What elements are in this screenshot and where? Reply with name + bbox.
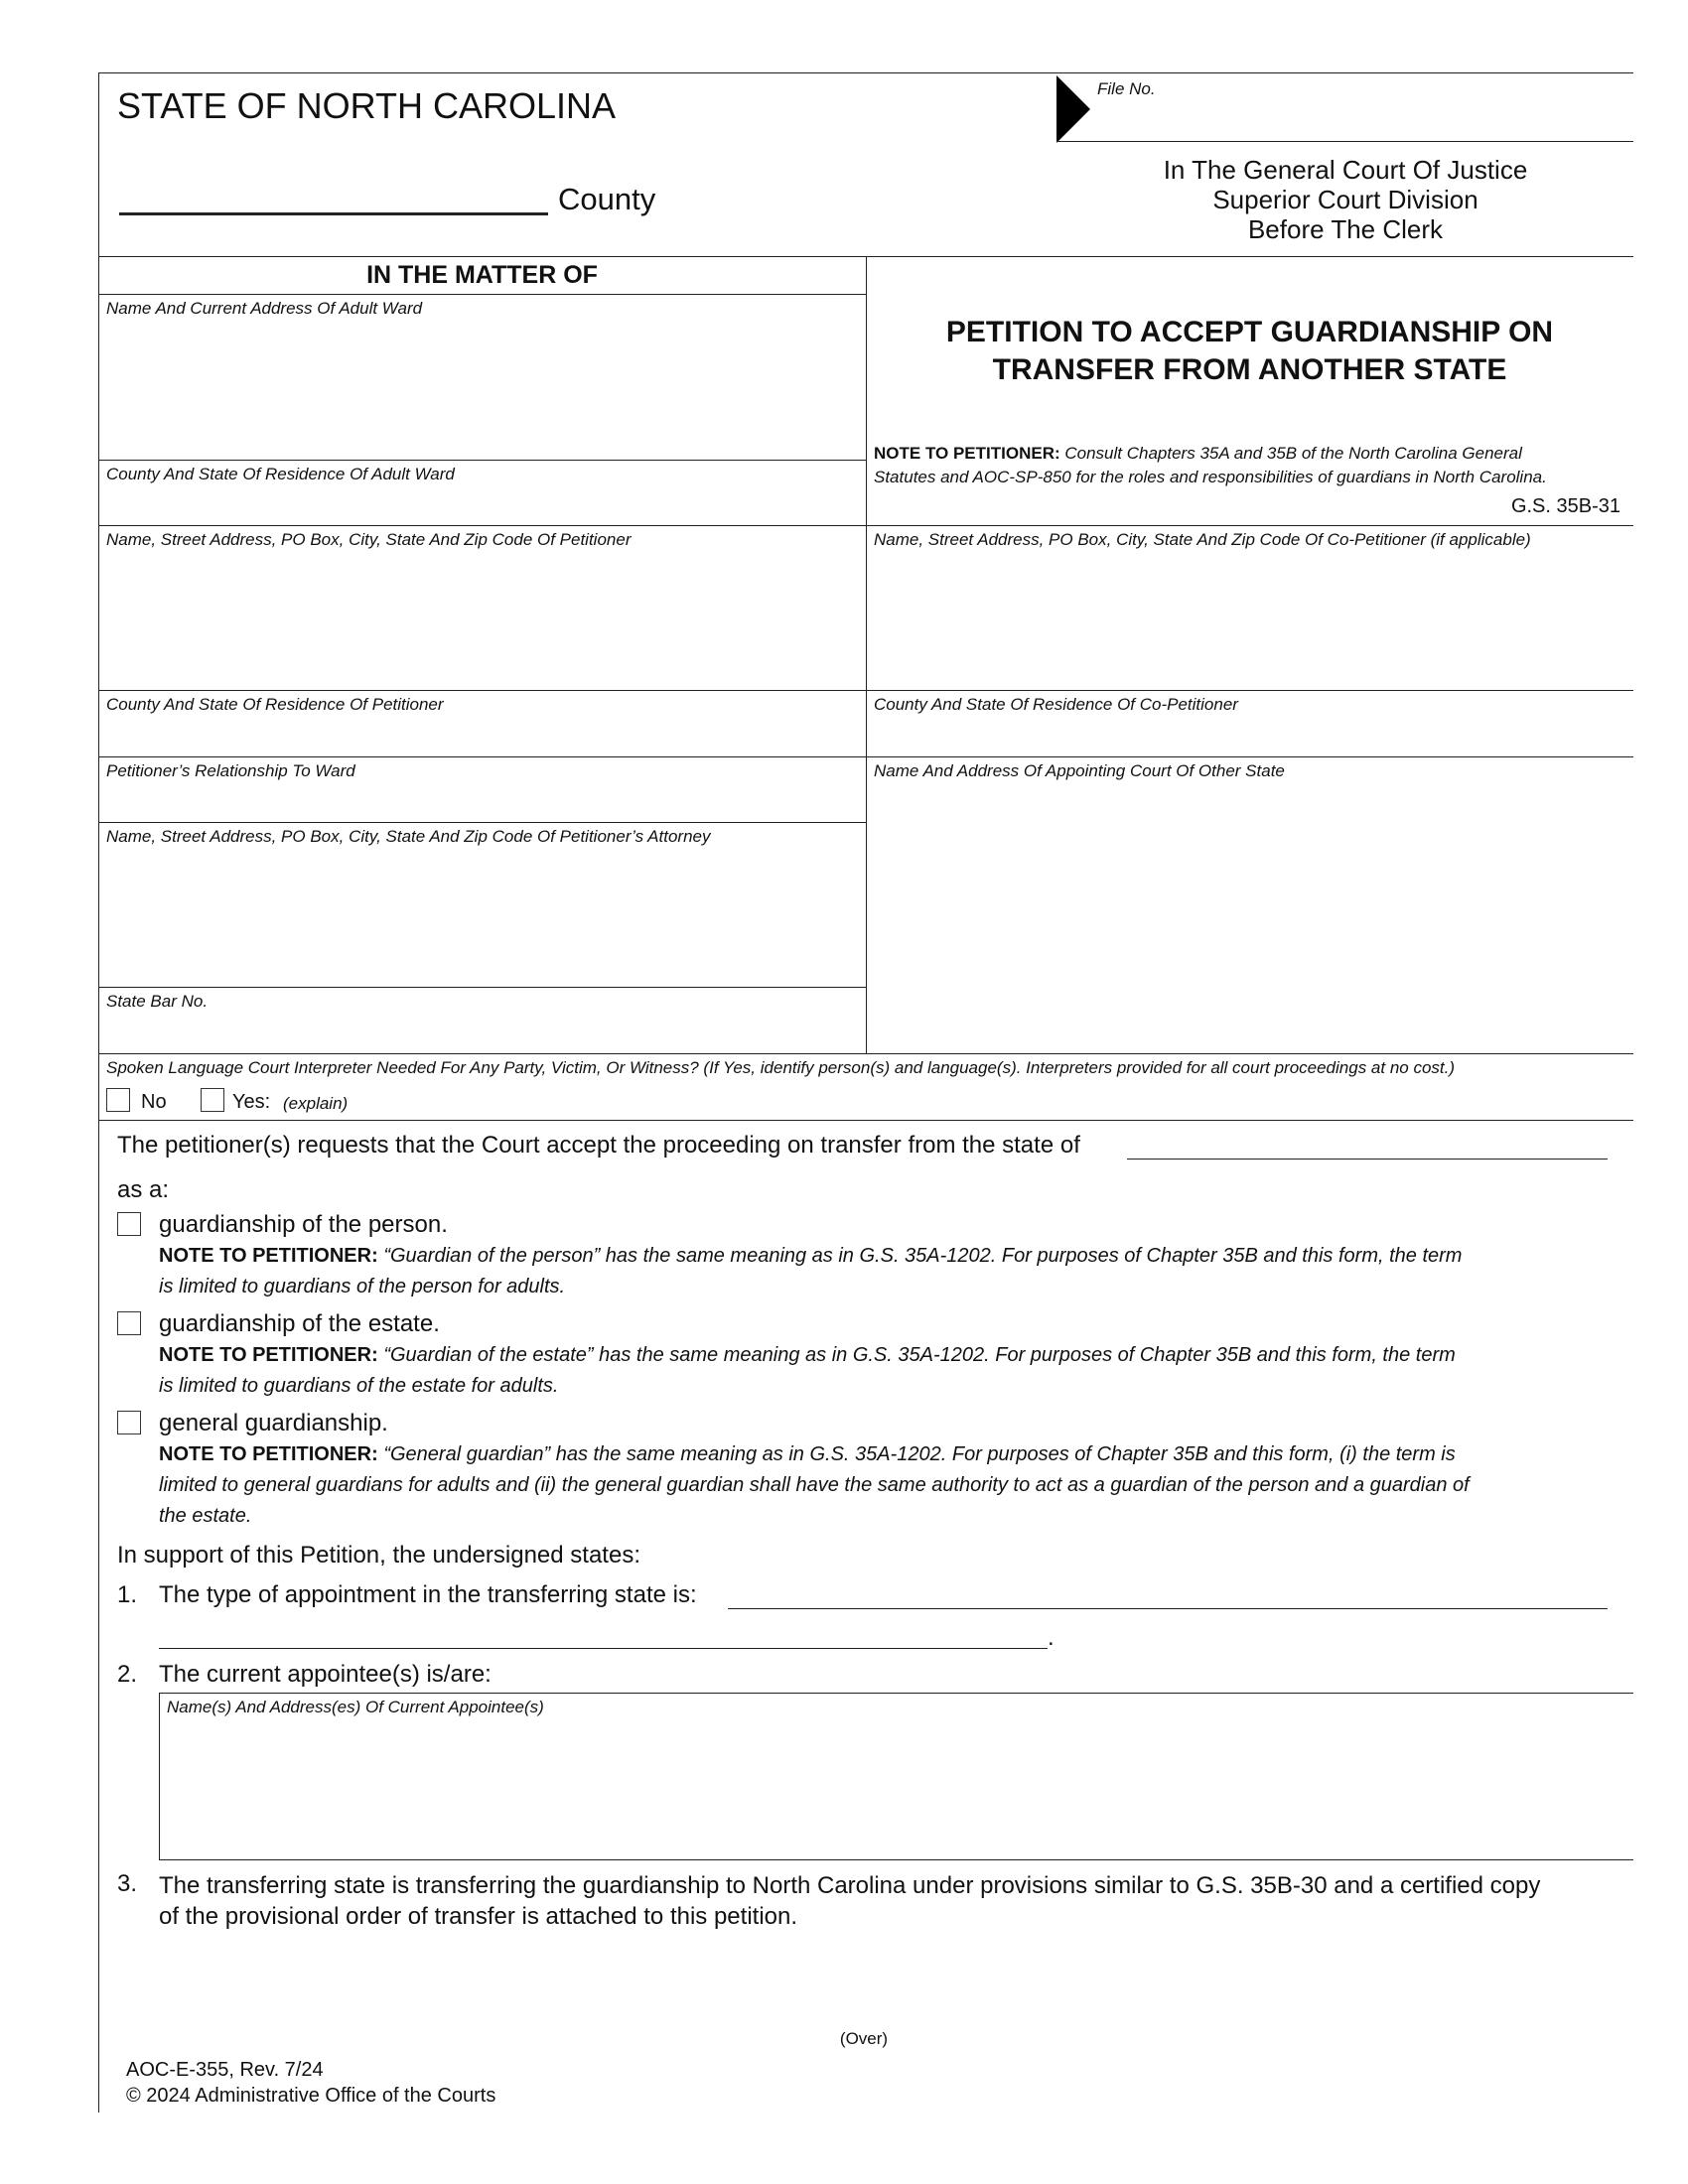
form-id: AOC-E-355, Rev. 7/24 (126, 2059, 324, 2081)
appointee-label: Name(s) And Address(es) Of Current Appointee(s) (167, 1698, 544, 1716)
guardian-person-note (159, 1241, 1462, 1302)
ward-county-input[interactable] (106, 490, 860, 522)
general-guardian-note-line-3: the estate. (159, 1505, 252, 1527)
petitioner-input[interactable] (104, 554, 863, 687)
county-input[interactable] (121, 179, 550, 210)
request-intro-text: The petitioner(s) requests that the Court accept the proceeding on transfer from the state of (117, 1132, 1080, 1159)
guardian-estate-checkbox[interactable] (117, 1311, 141, 1335)
copetitioner-county-input[interactable] (874, 721, 1627, 752)
guardian-person-note-line-1: “Guardian of the person” has the same meaning as in G.S. 35A-1202. For purposes of Chapter 35B and this form, the term (383, 1245, 1463, 1267)
state-heading: STATE OF NORTH CAROLINA (117, 85, 617, 126)
general-guardian-note-line-2: limited to general guardians for adults and (ii) the general guardian shall have the same authority to act as a guardian of the person and a guardian of (159, 1474, 1470, 1496)
guardian-estate-note (159, 1340, 1456, 1402)
relationship-label: Petitioner’s Relationship To Ward (106, 761, 355, 780)
attorney-label: Name, Street Address, PO Box, City, State And Zip Code Of Petitioner’s Attorney (106, 827, 711, 846)
general-guardian-note (159, 1439, 1470, 1532)
general-guardian-checkbox[interactable] (117, 1411, 141, 1434)
relationship-rule (98, 822, 866, 823)
copetitioner-input[interactable] (872, 554, 1630, 687)
left-margin-rule (98, 72, 99, 2113)
item-2-text: The current appointee(s) is/are: (159, 1661, 492, 1688)
statute-reference: G.S. 35B-31 (1510, 495, 1620, 517)
ward-name-label: Name And Current Address Of Adult Ward (106, 299, 423, 318)
appointee-input[interactable] (165, 1722, 1628, 1857)
petitioner-label: Name, Street Address, PO Box, City, State And Zip Code Of Petitioner (106, 530, 632, 549)
appointee-box-bottom (159, 1859, 1633, 1860)
interpreter-question: Spoken Language Court Interpreter Needed For Any Party, Victim, Or Witness? (If Yes, identify person(s) and language(s). Interpreters provided for all court proceedings at no cost.) (106, 1058, 1456, 1077)
attorney-input[interactable] (104, 852, 863, 985)
general-guardian-label: general guardianship. (159, 1410, 388, 1436)
state-bar-label: State Bar No. (106, 992, 209, 1011)
court-line-2: Superior Court Division (1212, 185, 1478, 214)
court-line-1: In The General Court Of Justice (1163, 155, 1528, 185)
county-label: County (558, 182, 656, 216)
item-3-text (159, 1870, 1540, 1932)
guardian-estate-note-line-2: is limited to guardians of the estate for adults. (159, 1375, 559, 1397)
appointee-box-left (159, 1693, 160, 1859)
guardian-estate-note-bold: NOTE TO PETITIONER: (159, 1344, 378, 1366)
appointing-court-label: Name And Address Of Appointing Court Of Other State (874, 761, 1285, 780)
guardian-person-checkbox[interactable] (117, 1212, 141, 1236)
item-3-line-1: The transferring state is transferring the guardianship to North Carolina under provisions similar to G.S. 35B-30 and a certified copy (159, 1872, 1541, 1899)
interpreter-explain-label: (explain) (283, 1094, 349, 1113)
form-title-line-2: TRANSFER FROM ANOTHER STATE (992, 353, 1507, 386)
attorney-rule (98, 987, 866, 988)
relationship-input[interactable] (106, 786, 860, 818)
as-a-label: as a: (117, 1176, 170, 1203)
interpreter-no-label: No (141, 1091, 167, 1113)
copetitioner-county-label: County And State Of Residence Of Co-Petitioner (874, 695, 1238, 714)
interpreter-yes-label: Yes: (232, 1091, 271, 1113)
interpreter-yes-checkbox[interactable] (201, 1088, 224, 1112)
item-3-number: 3. (117, 1870, 138, 1897)
petitioner-bottom-rule (98, 690, 1633, 691)
over-indicator: (Over) (839, 2029, 889, 2048)
petitioner-top-rule (98, 525, 1633, 526)
copetitioner-label: Name, Street Address, PO Box, City, State And Zip Code Of Co-Petitioner (if applicable) (874, 530, 1531, 549)
petitioner-county-label: County And State Of Residence Of Petitioner (106, 695, 444, 714)
ward-county-label: County And State Of Residence Of Adult Ward (106, 465, 455, 483)
item-1-period: . (1048, 1624, 1055, 1651)
ward-name-input[interactable] (104, 322, 863, 457)
item-1-text: The type of appointment in the transferring state is: (159, 1581, 697, 1608)
file-no-arrow-icon (1056, 75, 1092, 143)
title-note (874, 442, 1547, 489)
guardian-person-note-bold: NOTE TO PETITIONER: (159, 1245, 378, 1267)
residence-rule (98, 756, 1633, 757)
copyright: © 2024 Administrative Office of the Courts (126, 2085, 496, 2107)
file-no-label: File No. (1097, 79, 1156, 98)
ward-rule (98, 460, 866, 461)
court-line-3: Before The Clerk (1247, 214, 1444, 244)
general-guardian-note-bold: NOTE TO PETITIONER: (159, 1443, 378, 1465)
form-title-line-1: PETITION TO ACCEPT GUARDIANSHIP ON (945, 316, 1554, 348)
guardian-person-note-line-2: is limited to guardians of the person for adults. (159, 1276, 566, 1297)
title-note-line-2: Statutes and AOC-SP-850 for the roles and responsibilities of guardians in North Carolina. (874, 468, 1547, 486)
matter-heading-rule (98, 294, 866, 295)
county-blank-line (119, 212, 548, 215)
petitioner-county-input[interactable] (106, 721, 860, 752)
appointment-type-input-1[interactable] (730, 1579, 1610, 1609)
appointee-box-top (159, 1693, 1633, 1694)
title-note-line-1: Consult Chapters 35A and 35B of the North Carolina General (1064, 444, 1522, 463)
guardian-person-label: guardianship of the person. (159, 1211, 448, 1238)
transfer-state-input[interactable] (1129, 1130, 1610, 1160)
request-intro (117, 1132, 1080, 1160)
appointment-type-input-2[interactable] (161, 1619, 1049, 1649)
item-3-line-2: of the provisional order of transfer is attached to this petition. (159, 1903, 798, 1930)
file-no-line (1056, 141, 1633, 142)
support-intro: In support of this Petition, the undersigned states: (117, 1542, 640, 1569)
guardian-estate-label: guardianship of the estate. (159, 1310, 440, 1337)
top-border (98, 72, 1633, 73)
title-note-bold: NOTE TO PETITIONER: (874, 444, 1060, 463)
general-guardian-note-line-1: “General guardian” has the same meaning as in G.S. 35A-1202. For purposes of Chapter 35B and this form, (i) the term is (383, 1443, 1456, 1465)
guardian-estate-note-line-1: “Guardian of the estate” has the same meaning as in G.S. 35A-1202. For purposes of Chapter 35B and this form, the term (383, 1344, 1456, 1366)
item-2-number: 2. (117, 1661, 138, 1688)
file-no-input[interactable] (1102, 103, 1632, 139)
bar-rule (98, 1053, 1633, 1054)
state-bar-input[interactable] (106, 1017, 860, 1048)
item-1-number: 1. (117, 1581, 138, 1608)
interpreter-rule (98, 1120, 1633, 1121)
matter-heading: IN THE MATTER OF (366, 261, 598, 289)
interpreter-no-checkbox[interactable] (106, 1088, 130, 1112)
appointing-court-input[interactable] (872, 786, 1630, 1050)
